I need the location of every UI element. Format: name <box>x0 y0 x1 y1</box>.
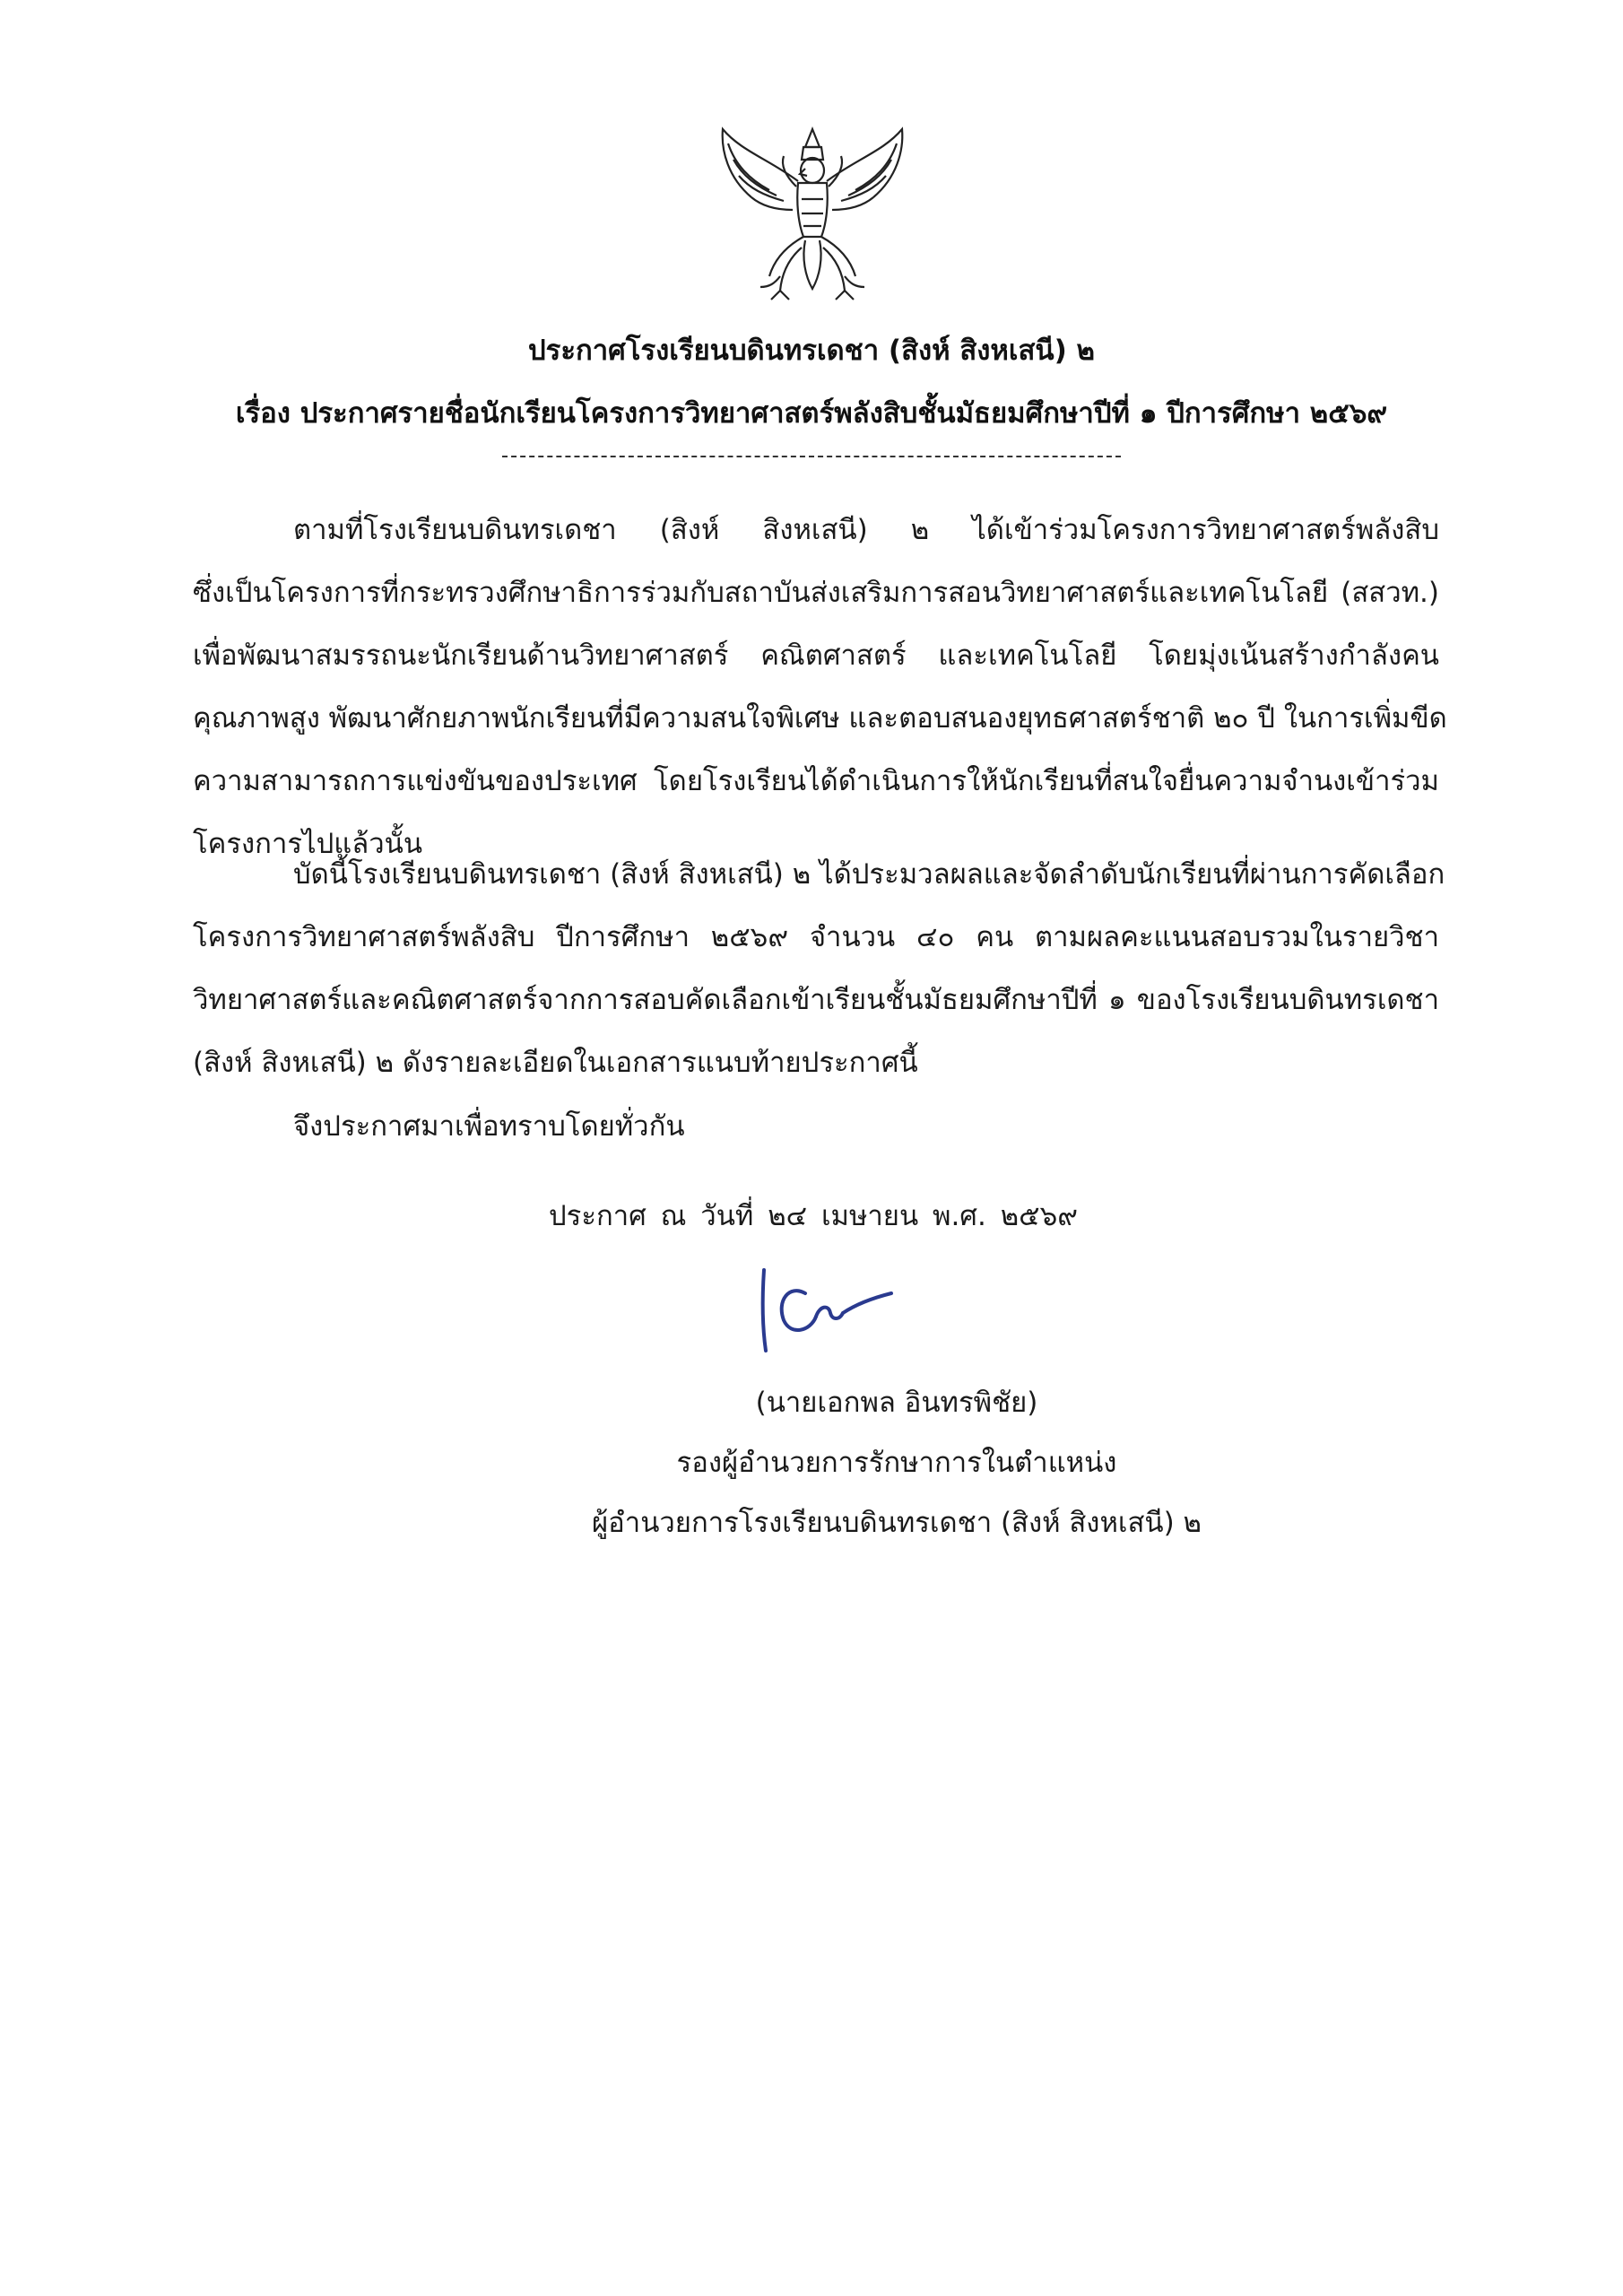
paragraph-1-line: คุณภาพสูง พัฒนาศักยภาพนักเรียนที่มีความสนใจพิเศษ และตอบสนองยุทธศาสตร์ชาติ ๒๐ ปี ในการเพิ่มขีด <box>193 702 1447 735</box>
paragraph-1-line: ซึ่งเป็นโครงการที่กระทรวงศึกษาธิการร่วมกับสถาบันส่งเสริมการสอนวิทยาศาสตร์และเทคโนโลยี (สสวท.) <box>193 577 1439 609</box>
handwritten-signature <box>753 1254 897 1361</box>
paragraph-1 <box>193 499 1447 875</box>
paragraph-1-line: โครงการไปแล้วนั้น <box>193 828 423 860</box>
signer-name: (นายเอกพล อินทรพิชัย) <box>755 1387 1038 1419</box>
document-title: ประกาศโรงเรียนบดินทรเดชา (สิงห์ สิงหเสนี) ๒ <box>528 335 1095 367</box>
garuda-emblem-icon <box>716 124 909 307</box>
document-subject: เรื่อง ประกาศรายชื่อนักเรียนโครงการวิทยาศาสตร์พลังสิบชั้นมัธยมศึกษาปีที่ ๑ ปีการศึกษา ๒๕๖๙ <box>235 397 1388 430</box>
paragraph-2-line: (สิงห์ สิงหเสนี) ๒ ดังรายละเอียดในเอกสารแนบท้ายประกาศนี้ <box>193 1047 918 1079</box>
paragraph-1-line: ตามที่โรงเรียนบดินทรเดชา (สิงห์ สิงหเสนี) ๒ ได้เข้าร่วมโครงการวิทยาศาสตร์พลังสิบ <box>293 514 1439 546</box>
paragraph-1-line: ความสามารถการแข่งขันของประเทศ โดยโรงเรียนได้ดำเนินการให้นักเรียนที่สนใจยื่นความจำนงเข้าร่วม <box>193 765 1439 797</box>
paragraph-1-line: เพื่อพัฒนาสมรรถนะนักเรียนด้านวิทยาศาสตร์ คณิตศาสตร์ และเทคโนโลยี โดยมุ่งเน้นสร้างกำลังคน <box>193 639 1439 672</box>
paragraph-2-line: วิทยาศาสตร์และคณิตศาสตร์จากการสอบคัดเลือกเข้าเรียนชั้นมัธยมศึกษาปีที่ ๑ ของโรงเรียนบดินทรเดชา <box>193 984 1439 1016</box>
paragraph-2-line: บัดนี้โรงเรียนบดินทรเดชา (สิงห์ สิงหเสนี) ๒ ได้ประมวลผลและจัดลำดับนักเรียนที่ผ่านการคัดเลือก <box>293 858 1445 891</box>
closing-statement: จึงประกาศมาเพื่อทราบโดยทั่วกัน <box>293 1110 685 1143</box>
signer-position-line-2: ผู้อำนวยการโรงเรียนบดินทรเดชา (สิงห์ สิงหเสนี) ๒ <box>592 1507 1202 1539</box>
signer-position-line-1: รองผู้อำนวยการรักษาการในตำแหน่ง <box>676 1447 1117 1479</box>
announcement-date: ประกาศ ณ วันที่ ๒๔ เมษายน พ.ศ. ๒๕๖๙ <box>549 1200 1078 1232</box>
title-divider <box>502 456 1121 457</box>
paragraph-2-line: โครงการวิทยาศาสตร์พลังสิบ ปีการศึกษา ๒๕๖๙ จำนวน ๔๐ คน ตามผลคะแนนสอบรวมในรายวิชา <box>193 921 1439 953</box>
paragraph-2 <box>193 843 1445 1094</box>
